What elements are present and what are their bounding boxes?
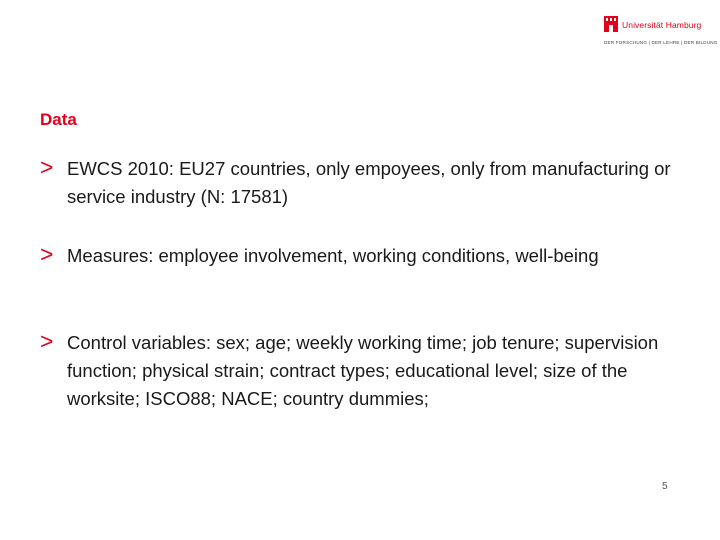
chevron-right-icon: > [40, 241, 54, 267]
castle-icon [604, 16, 620, 34]
logo-tagline: DER FORSCHUNG | DER LEHRE | DER BILDUNG [604, 40, 718, 45]
page-number: 5 [662, 481, 668, 492]
slide-title: Data [40, 110, 77, 129]
chevron-right-icon: > [40, 328, 54, 354]
university-logo [604, 16, 716, 50]
chevron-right-icon: > [40, 154, 54, 180]
bullet-text: Measures: employee involvement, working conditions, well-being [67, 245, 599, 266]
bullet-text: EWCS 2010: EU27 countries, only empoyees, only from manufacturing or service industry (N: 17581) [67, 158, 671, 207]
logo-name: Universität Hamburg [622, 20, 702, 30]
bullet-text: Control variables: sex; age; weekly working time; job tenure; supervision function; physical strain; contract types; educational level; size of the worksite; ISCO88; NACE; country dummies; [67, 332, 659, 409]
